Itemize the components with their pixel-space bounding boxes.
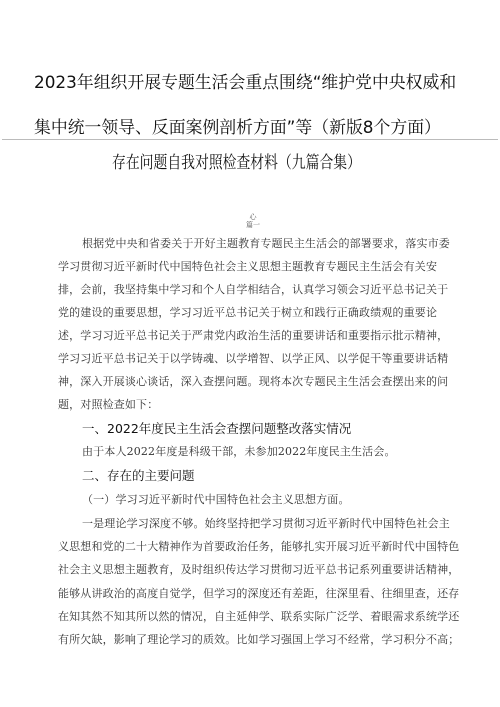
section-1-text: 由于本人2022年度是科级干部，未参加2022年度民主生活会。 bbox=[82, 445, 396, 458]
section-2-line-4: 能够从讲政治的高度自觉学，但学习的深度还有差距，往深里看、往细里查，还存 bbox=[58, 587, 460, 600]
section-1-heading: 一、2022年度民主生活会查摆问题整改落实情况 bbox=[82, 421, 352, 436]
document-title-line-2: 集中统一领导、反面案例剖析方面”等（新版8个方面） bbox=[34, 118, 441, 138]
section-2-line-1: 一是理论学习深度不够。始终坚持把学习贯彻习近平新时代中国特色社会主 bbox=[82, 517, 450, 530]
page-mark bbox=[243, 213, 263, 229]
intro-line-6: 学习习近平总书记关于以学铸魂、以学增智、以学正风、以学促干等重要讲话精 bbox=[58, 352, 449, 365]
intro-line-4: 党的建设的重要思想，学习习近平总书记关于树立和践行正确政绩观的重要论 bbox=[58, 306, 438, 319]
page-mark-top: 心 bbox=[249, 213, 257, 221]
intro-line-2: 学习贯彻习近平新时代中国特色社会主义思想主题教育专题民主生活会有关安 bbox=[58, 260, 438, 273]
title-divider bbox=[2, 139, 498, 140]
section-2-line-2: 义思想和党的二十大精神作为首要政治任务，能够扎实开展习近平新时代中国特色 bbox=[58, 540, 460, 553]
intro-line-5: 述，学习习近平总书记关于严肃党内政治生活的重要讲话和重要指示批示精神， bbox=[58, 329, 449, 342]
section-2-line-6: 有所欠缺，影响了理论学习的质效。比如学习强国上学习不经常，学习积分不高； bbox=[58, 633, 460, 646]
intro-line-3: 排，会前，我坚持集中学习和个人自学相结合，认真学习领会习近平总书记关于 bbox=[58, 283, 449, 296]
page-mark-bottom: 篇一 bbox=[246, 221, 260, 229]
section-2-subheading: （一）学习习近平新时代中国特色社会主义思想方面。 bbox=[82, 493, 350, 506]
intro-line-8: 题，对照检查如下： bbox=[58, 398, 159, 411]
intro-line-1: 根据党中央和省委关于开好主题教育专题民主生活会的部署要求，落实市委 bbox=[82, 237, 450, 250]
section-2-line-5: 在知其然不知其所以然的情况，自主延伸学、联系实际广泛学、着眼需求系统学还 bbox=[58, 610, 460, 623]
document-title-line-3: 存在问题自我对照检查材料（九篇合集） bbox=[112, 153, 361, 173]
section-2-heading: 二、存在的主要问题 bbox=[82, 468, 195, 483]
document-title-line-1: 2023年组织开展专题生活会重点围绕“维护党中央权威和 bbox=[34, 73, 457, 93]
section-2-line-3: 社会主义思想主题教育，及时组织传达学习贯彻习近平总书记系列重要讲话精神， bbox=[58, 563, 460, 576]
intro-line-7: 神，深入开展谈心谈话，深入查摆问题。现将本次专题民主生活会查摆出来的问 bbox=[58, 375, 449, 388]
